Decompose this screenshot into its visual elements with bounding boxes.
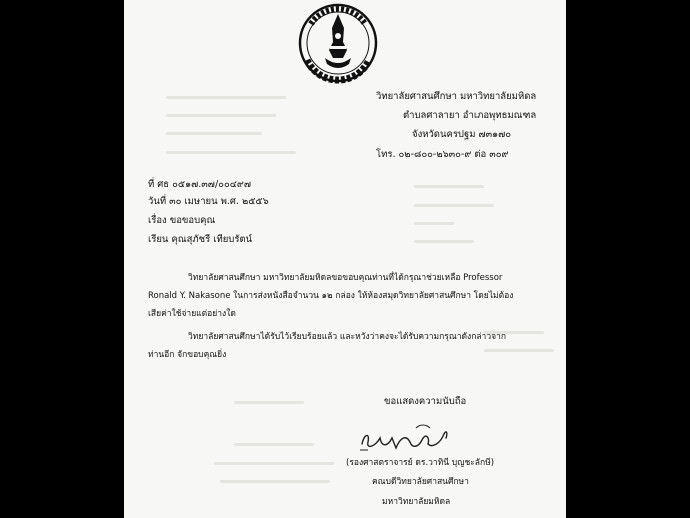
- body-paragraph-1-line-3: เสียค่าใช้จ่ายแต่อย่างใด: [148, 309, 236, 319]
- bleed-through-line: [414, 222, 454, 225]
- letter-subject: เรื่อง ขอขอบคุณ: [148, 215, 216, 226]
- bleed-through-line: [234, 401, 304, 404]
- signatory-title: คณบดีวิทยาลัยศาสนศึกษา: [372, 477, 469, 487]
- bleed-through-line: [484, 349, 554, 352]
- handwritten-signature: [356, 420, 456, 454]
- bleed-through-line: [414, 204, 494, 207]
- org-name: วิทยาลัยศาสนศึกษา มหาวิทยาลัยมหิดล: [376, 91, 537, 102]
- reference-number: ที่ ศธ ๐๕๑๗.๓๗/๐๐๔๙๗: [148, 179, 252, 190]
- address-line-2: จังหวัดนครปฐม ๗๓๑๗๐: [412, 129, 512, 140]
- bleed-through-line: [214, 462, 334, 465]
- bleed-through-line: [166, 114, 276, 117]
- address-line-1: ตำบลศาลายา อำเภอพุทธมณฑล: [403, 110, 537, 121]
- letter-page: [124, 0, 566, 518]
- body-paragraph-1-line-2: Ronald Y. Nakasone ในการส่งหนังสือจำนวน ๑๒ กล่อง ให้ห้องสมุดวิทยาลัยศาสนศึกษา โดยไม่ต้อง: [148, 291, 514, 301]
- signatory-name: (รองศาสตราจารย์ ดร.วาทินี บุญชะลักษี): [346, 458, 495, 468]
- university-seal-logo: [297, 2, 379, 86]
- letter-date: วันที่ ๓๐ เมษายน พ.ศ. ๒๕๕๖: [148, 196, 269, 207]
- body-paragraph-2-line-2: ท่านอีก จักขอบคุณยิ่ง: [148, 350, 227, 360]
- body-paragraph-2-line-1: วิทยาลัยศาสนศึกษาได้รับไว้เรียบร้อยแล้ว และหวังว่าคงจะได้รับความกรุณาดังกล่าวจาก: [188, 332, 507, 342]
- bleed-through-line: [166, 132, 262, 135]
- bleed-through-line: [234, 443, 314, 446]
- bleed-through-line: [166, 151, 296, 154]
- bleed-through-line: [166, 96, 286, 99]
- phone-number: โทร. ๐๒-๘๐๐-๒๖๓๐-๙ ต่อ ๓๐๙: [376, 149, 509, 160]
- bleed-through-line: [220, 480, 330, 483]
- bleed-through-line: [414, 185, 484, 188]
- closing-phrase: ขอแสดงความนับถือ: [384, 396, 467, 407]
- bleed-through-line: [414, 240, 474, 243]
- signatory-organization: มหาวิทยาลัยมหิดล: [382, 497, 451, 507]
- body-paragraph-1-line-1: วิทยาลัยศาสนศึกษา มหาวิทยาลัยมหิดลขอขอบคุณท่านที่ได้กรุณาช่วยเหลือ Professor: [188, 273, 503, 283]
- letter-recipient: เรียน คุณสุภัชรี เทียบรัตน์: [148, 234, 253, 245]
